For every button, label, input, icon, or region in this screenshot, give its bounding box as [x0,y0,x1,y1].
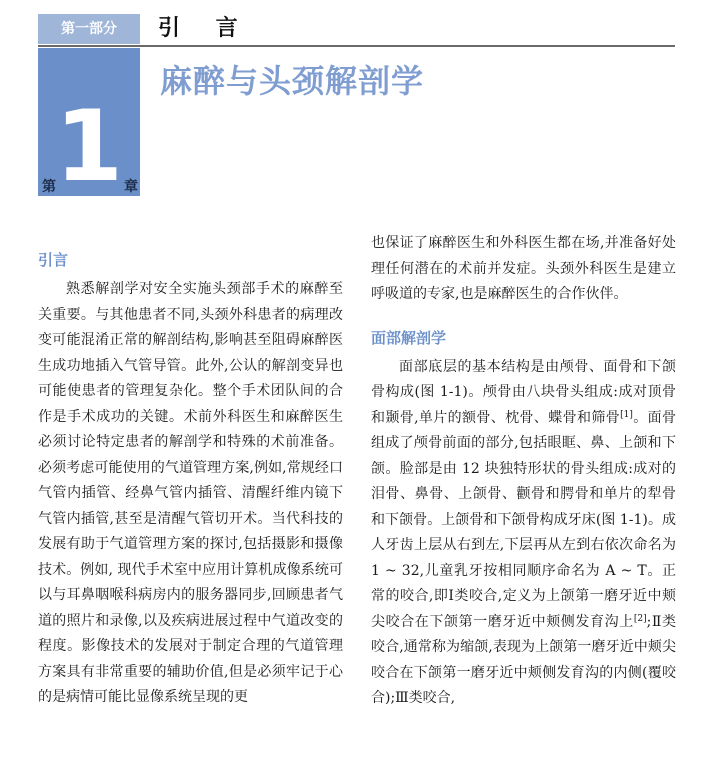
left-column [38,248,343,711]
part-label: 第一部分 [38,14,140,44]
header-rule [38,45,675,47]
right-column [371,231,676,712]
chapter-title: 麻醉与头颈解剖学 [160,62,425,100]
facial-text-part2: 。面骨组成了颅骨前面的部分,包括眼眶、鼻、上颌和下颌。脸部是由 12 块独特形状的骨头组成:成对的泪骨、鼻骨、上颌骨、颧骨和腭骨和单片的犁骨和下颌骨。上颌骨和下颌骨构成牙床(图 1-1)。成人牙齿上层从右到左,下层再从左到右依次命名为 1 ~ 32,儿童乳牙按相同顺序命名为 A ~ T。正常的咬合,即Ⅰ类咬合,定义为上颌第一磨牙近中颊尖咬合在下颌第一磨牙近中颊侧发育沟上 [371,409,677,630]
intro-paragraph: 熟悉解剖学对安全实施头颈部手术的麻醉至关重要。与其他患者不同,头颈外科患者的病理改变可能混淆正常的解剖结构,影响甚至阻碍麻醉医生成功地插入气管导管。此外,公认的解剖变异也可能使患者的管理复杂化。整个手术团队间的合作是手术成功的关键。术前外科医生和麻醉医生必须讨论特定患者的解剖学和特殊的术前准备。必须考虑可能使用的气道管理方案,例如,常规经口气管内插管、经鼻气管内插管、清醒纤维内镜下气管内插管,甚至是清醒气管切开术。当代科技的发展有助于气道管理方案的探讨,包括摄影和摄像技术。例如, 现代手术室中应用计算机成像系统可以与耳鼻咽喉科病房内的服务器同步,回顾患者气道的照片和录像,以及疾病进展过程中气道改变的程度。影像技术的发展对于制定合理的气道管理方案具有非常重要的辅助价值,但是必须牢记于心的是病情可能比显像系统呈现的更 [38,281,343,705]
chapter-prefix: 第 [42,179,56,195]
chapter-number: 1 [54,90,124,204]
chapter-suffix: 章 [124,179,138,195]
facial-text-part1: 面部底层的基本结构是由颅骨、面骨和下颌骨构成(图 1-1)。颅骨由八块骨头组成:成对顶骨和颞骨,单片的额骨、枕骨、蝶骨和筛骨 [371,358,676,426]
part-title: 引 言 [158,16,252,41]
intro-continuation: 也保证了麻醉医生和外科医生都在场,并准备好处理任何潜在的术前并发症。头颈外科医生是建立呼吸道的专家,也是麻醉医生的合作伙伴。 [371,235,676,302]
facial-text-part3: ;Ⅱ类咬合,通常称为缩颌,表现为上颌第一磨牙近中颊尖咬合在下颌第一磨牙近中颊侧发育沟的内侧(覆咬合);Ⅲ类咬合, [371,613,677,706]
facial-anatomy-heading: 面部解剖学 [371,328,447,347]
citation-ref-2[interactable]: [2] [633,613,647,624]
citation-ref-1[interactable]: [1] [620,409,633,420]
intro-heading: 引言 [38,251,69,269]
facial-anatomy-paragraph [371,355,676,712]
chapter-block [38,48,140,204]
